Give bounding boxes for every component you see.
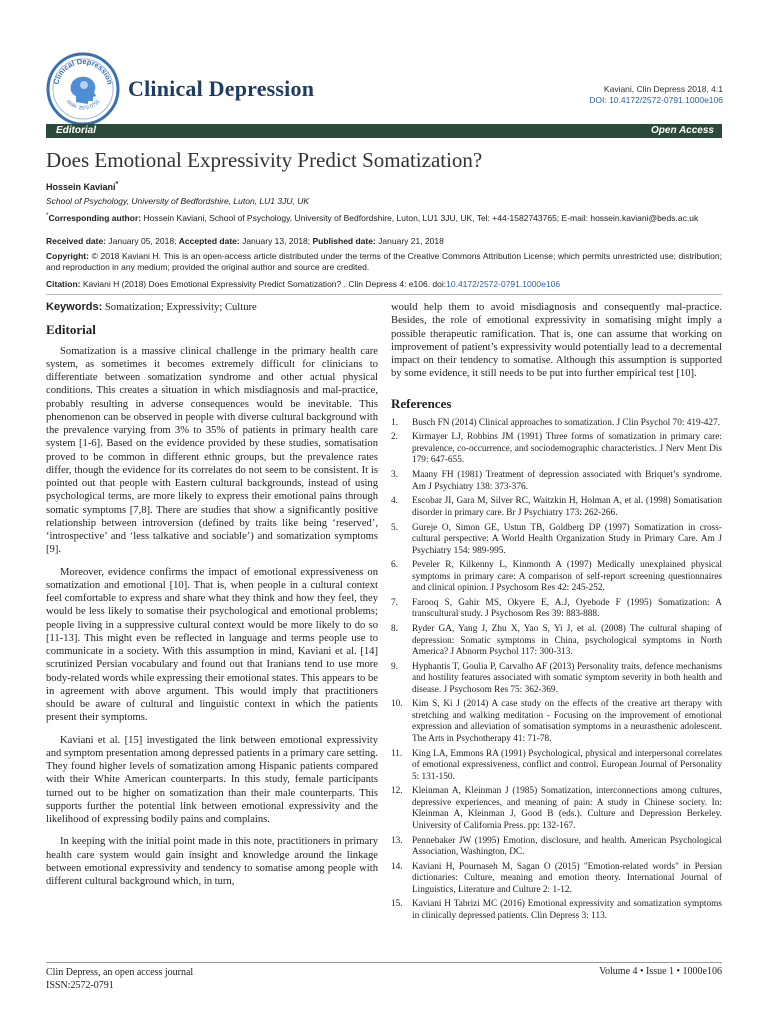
reference-number: 2. <box>391 432 398 443</box>
reference-item <box>391 749 722 784</box>
reference-item <box>391 470 722 493</box>
article-dates: Received date: January 05, 2018; Accepted date: January 13, 2018; Published date: January 21, 2018 <box>46 236 444 246</box>
reference-number: 8. <box>391 624 398 635</box>
reference-number: 12. <box>391 786 403 797</box>
paragraph-1: Somatization is a massive clinical challenge in the primary health care system, as sometimes it becomes extremely difficult for clinicians to differentiate between somatization syndrome and other actual physical conditions. This creates a situation in which misdiagnosis and mal-practice, probably resulting in adverse consequences would be inevitable. This phenomenon can be observed in people with diverse cultural background with the prevalence varying from 3% to 35% of patients in primary health care system [1-6]. Based on the evidence provided by these studies, somatisation proved to be common in different ethnic groups, but the prevalence rates differ, though the evidence for its correlates do not seem to be consistent. It is pointed out that people with Eastern cultural backgrounds, instead of using psychological terms, are more likely to express their emotional pains through somatic symptoms [7,8]. There are studies that show a significantly positive relationship between introversion (defined by traits like being ‘reserved’, ‘introspective’ and ‘less talkative and sociable’) and somatization symptoms [9]. <box>46 345 378 556</box>
copyright-notice: Copyright: © 2018 Kaviani H. This is an open-access article distributed under the terms of the Creative Commons Attribution License; which permits unrestricted use; distribution; and reproduction in any medium; provided the original author and source are credited. <box>46 251 722 272</box>
reference-number: 5. <box>391 522 398 533</box>
reference-text: Gureje O, Simon GE, Ustun TB, Goldberg DP (1997) Somatization in cross-cultural perspective: A World Health Organization Study in Primary Care. Am J Psychiatry 154: 989-995. <box>412 522 722 556</box>
reference-number: 1. <box>391 417 398 428</box>
reference-number: 13. <box>391 835 403 846</box>
editorial-heading: Editorial <box>46 322 96 338</box>
right-column <box>391 301 722 926</box>
article-type-label: Editorial <box>56 125 97 136</box>
reference-list <box>391 418 722 923</box>
reference-text: Escobar JI, Gara M, Silver RC, Waitzkin H, Holman A, et al. (1998) Somatisation disorder in primary care. Br J Psychiatry 173: 262-266. <box>412 496 722 518</box>
open-access-label: Open Access <box>651 125 714 136</box>
doi-link[interactable]: DOI: 10.4172/2572-0791.1000e106 <box>589 95 723 105</box>
reference-item <box>391 699 722 745</box>
footer-journal <box>46 966 193 992</box>
citation-line: Kaviani, Clin Depress 2018, 4:1 <box>603 84 723 94</box>
footer-volume: Volume 4 • Issue 1 • 1000e106 <box>599 966 722 977</box>
journal-logo <box>46 52 120 126</box>
reference-number: 6. <box>391 560 398 571</box>
reference-text: Kirmayer LJ, Robbins JM (1991) Three forms of somatization in primary care: prevalence, co-occurrence, and sociodemographic characteristics. J Nerv Ment Dis 179: 647-655. <box>412 432 722 466</box>
reference-item <box>391 899 722 922</box>
reference-item <box>391 418 722 430</box>
reference-item <box>391 432 722 467</box>
reference-number: 3. <box>391 470 398 481</box>
reference-text: Kaviani H, Pournaseh M, Sagan O (2015) "Emotion-related words" in Persian dictionaries: Culture, meaning and emotion theory. International Journal of Linguistics, Literature and Culture 2: 1-12. <box>412 861 722 895</box>
article-type-bar <box>46 124 722 138</box>
reference-number: 9. <box>391 661 398 672</box>
logo-ring-text: Clinical Depression <box>51 56 115 86</box>
reference-text: Kleinman A, Kleinman J (1985) Somatization, interconnections among cultures, depressive experiences, and meaning of pain: A study in Chinese society. In: Kleinman A, Kleinman J, Good B (eds.). Culture and Depression Berkeley. University of California Press. pp: 132-167. <box>412 786 722 831</box>
reference-text: Kim S, Ki J (2014) A case study on the effects of the creative art therapy with stretching and walking meditation - Focusing on the improvement of emotional expression and alleviation of somatisation symptoms in a neurasthenic adolescent. The Arts in Psychotherapy 41: 71-78. <box>412 699 722 744</box>
footer-issn: ISSN:2572-0791 <box>46 980 114 991</box>
reference-item <box>391 862 722 897</box>
reference-number: 11. <box>391 748 403 759</box>
article-title: Does Emotional Expressivity Predict Somatization? <box>46 148 483 172</box>
corresponding-author: *Corresponding author: Hossein Kaviani, School of Psychology, University of Bedfordshire, Luton, LU1 3JU, UK, Tel: +44-1582743765; E-mail: hossein.kaviani@beds.ac.uk <box>46 212 699 223</box>
reference-text: Kaviani H Tabrizi MC (2016) Emotional expressivity and somatization symptoms in clinically depressed patients. Clin Depress 3: 113. <box>412 899 722 921</box>
reference-item <box>391 624 722 659</box>
reference-text: Busch FN (2014) Clinical approaches to somatization. J Clin Psychol 70: 419-427. <box>412 417 721 428</box>
reference-item <box>391 598 722 621</box>
reference-item <box>391 786 722 832</box>
header-separator <box>46 294 722 295</box>
reference-text: Ryder GA, Yang J, Zhu X, Yao S, Yi J, et al. (2008) The cultural shaping of depression: Somatic symptoms in China, psychological symptoms in North America? J Abnorm Psychol 117: 300-313. <box>412 624 722 658</box>
reference-item <box>391 496 722 519</box>
reference-number: 4. <box>391 496 398 507</box>
reference-text: Farooq S, Gahir MS, Okyere E, A.J, Oyebode F (1995) Somatization: A transcultural study. J Psychosom Res 39: 883-888. <box>412 597 722 620</box>
keywords: Keywords: Somatization; Expressivity; Culture <box>46 301 257 313</box>
paragraph-2: Moreover, evidence confirms the impact of emotional expressiveness on somatization and emotional [10]. That is, when people in a cultural context feel comfortable to express and share what they think and how they feel, they would be less likely to somatise their psychological and emotional problems; people living in a suppressive cultural context would be more likely to do so [11-13]. This might even be reflected in language and terms people use to communicate in a society. With this assumption in mind, Kaviani et al. [14] scrutinized Persian vocabulary and found out that Iranians tend to use more body-related words while expressing their emotional states. This appears to be in agreement with above argument. This would imply that practitioners should be aware of cultural and linguistic context in which the patients present their symptoms. <box>46 566 378 724</box>
citation-doi-link[interactable]: 10.4172/2572-0791.1000e106 <box>446 279 561 289</box>
reference-text: Peveler R, Kilkenny L, Kinmonth A (1997) Medically unexplained physical symptoms in primary care: A comparison of self-report screening questionnaires and clinical opinion. J Psychosom Res 42: 245-252. <box>412 560 722 594</box>
reference-text: King LA, Emmons RA (1991) Psychological, physical and interpersonal correlates of emotional expressiveness, conflict and control. European Journal of Personality 5: 131-150. <box>412 748 722 782</box>
affiliation: School of Psychology, University of Bedfordshire, Luton, LU1 3JU, UK <box>46 196 309 206</box>
reference-text: Maany FH (1981) Treatment of depression associated with Briquet’s syndrome. Am J Psychiatry 138: 373-376. <box>412 470 722 492</box>
citation: Citation: Kaviani H (2018) Does Emotional Expressivity Predict Somatization? . Clin Depress 4: e106. doi:10.4172/2572-0791.1000e106 <box>46 279 561 289</box>
logo-issn: ISSN: 2572-0791 <box>64 98 102 112</box>
journal-title: Clinical Depression <box>128 76 315 101</box>
paragraph-4: In keeping with the initial point made in this note, practitioners in primary health care system would gain insight and knowledge around the linkage between emotional expressivity and tendency to somatise among people with different cultural background which, in turn, <box>46 836 378 887</box>
reference-number: 7. <box>391 597 398 608</box>
paragraph-3: Kaviani et al. [15] investigated the link between emotional expressivity and symptom presentation among depressed patients in a primary care setting. They found higher levels of somatization among Hispanic patients compared with their White American counterparts. In this study, female participants turned out to be higher on somatization than their male counterparts. This supports further the potential link between emotional expressivity and the likelihood of expressing bodily pains and complains. <box>46 734 378 825</box>
reference-text: Hyphantis T, Goulia P, Carvalho AF (2013) Personality traits, defence mechanisms and hostility features associated with somatic symptom severity in both health and disease. J Psychosom Res 75: 362-369. <box>412 661 722 695</box>
paragraph-continuation: would help them to avoid misdiagnosis and consequently mal-practice. Besides, the role of emotional expressivity in somatising might imply a possible therapeutic ramification. That is, one can assume that working on improvement of patient’s expressivity would potentially lead to a decremental impact on their tendency to somatise. Although this assumption is supported by some evidence, it still needs to be put into further empirical test [10]. <box>391 302 722 380</box>
reference-number: 15. <box>391 899 403 910</box>
reference-item <box>391 560 722 595</box>
reference-number: 14. <box>391 861 403 872</box>
reference-item <box>391 662 722 697</box>
header-citation <box>589 84 723 106</box>
footer-journal-line: Clin Depress, an open access journal <box>46 967 194 978</box>
reference-number: 10. <box>391 699 403 710</box>
left-column <box>46 301 378 897</box>
author-name: Hossein Kaviani* <box>46 181 119 192</box>
references-heading: References <box>391 395 452 411</box>
reference-item <box>391 836 722 859</box>
footer-rule <box>46 962 722 963</box>
reference-text: Pennebaker JW (1995) Emotion, disclosure, and health. American Psychological Association, Washington, DC. <box>412 835 722 857</box>
reference-item <box>391 523 722 558</box>
